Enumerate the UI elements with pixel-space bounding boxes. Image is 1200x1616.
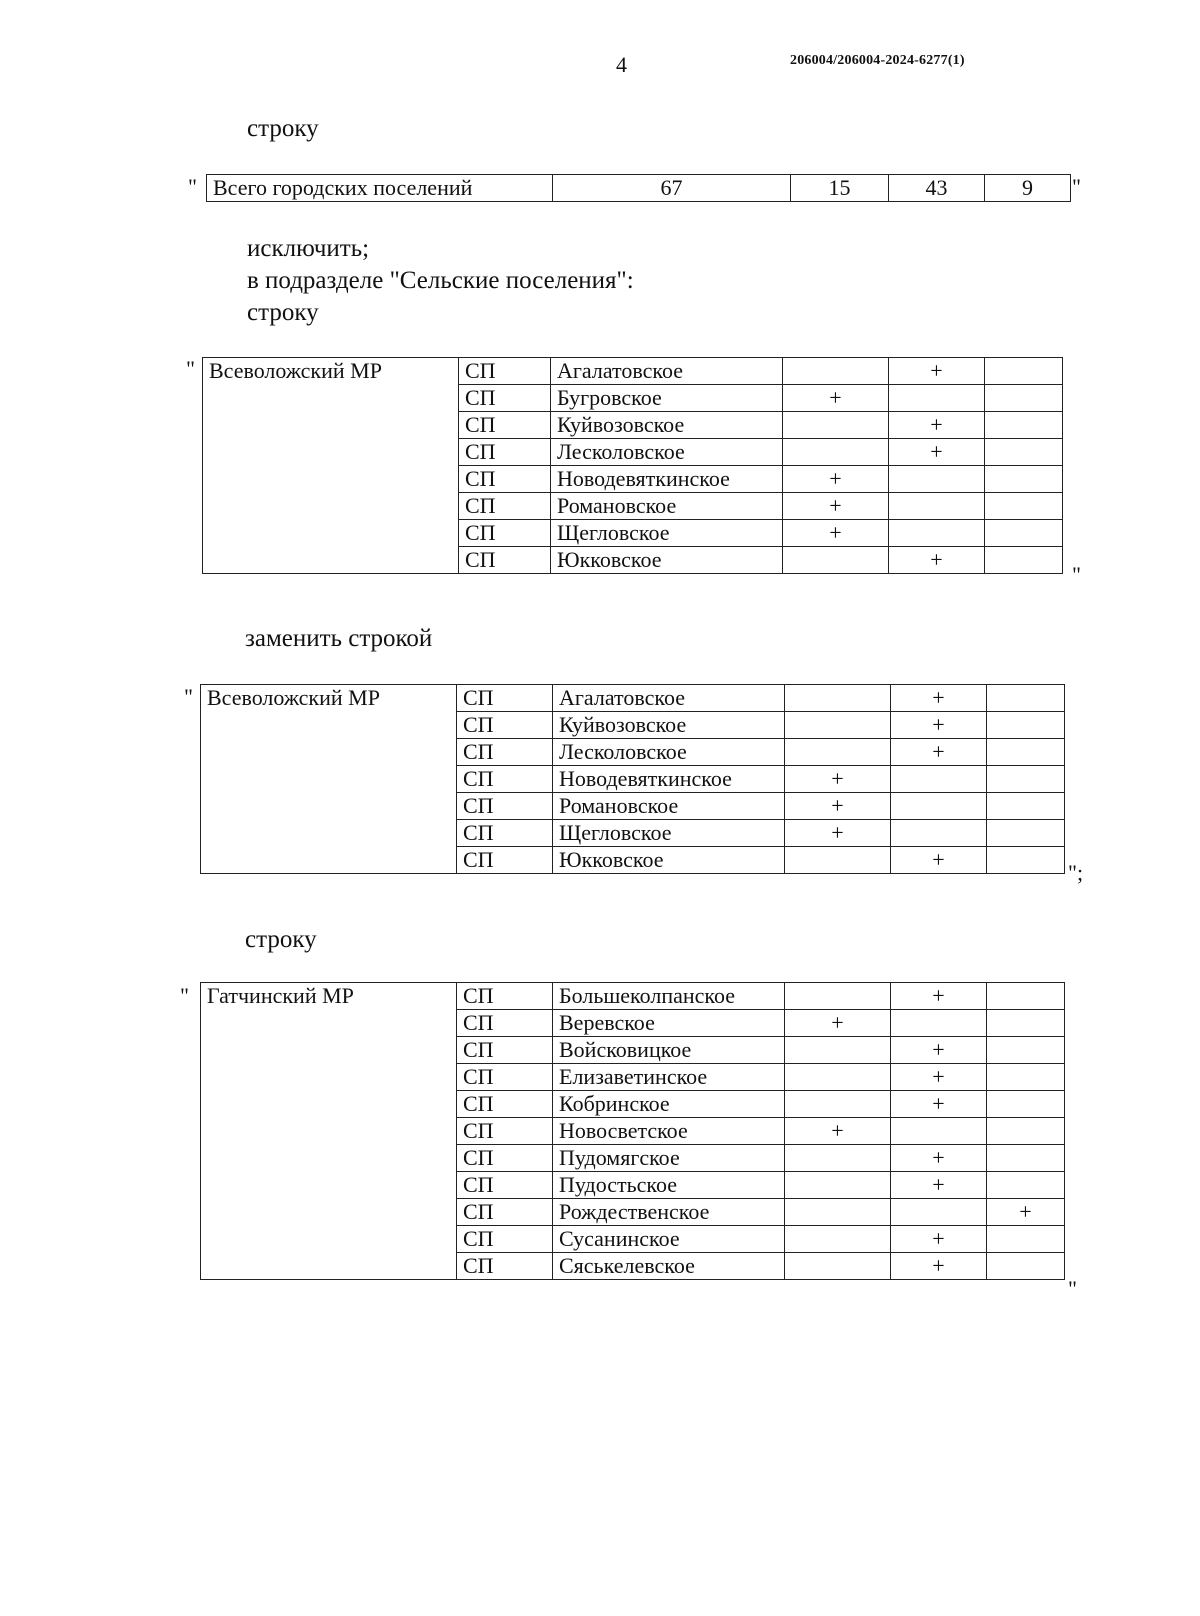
value-cell: 9 (985, 175, 1071, 202)
settlement-type: СП (457, 1064, 553, 1091)
mark-cell: + (891, 1064, 987, 1091)
settlement-type: СП (457, 1145, 553, 1172)
mark-cell (891, 1118, 987, 1145)
settlement-name: Юкковское (551, 547, 783, 574)
page-number: 4 (616, 52, 627, 77)
mark-cell: + (889, 439, 985, 466)
settlement-type: СП (457, 1037, 553, 1064)
mark-cell: + (891, 1172, 987, 1199)
settlement-type: СП (457, 1253, 553, 1280)
mark-cell (785, 1253, 891, 1280)
table-row (201, 685, 1065, 712)
settlement-name: Большеколпанское (553, 983, 785, 1010)
settlement-type: СП (457, 847, 553, 874)
mark-cell (985, 547, 1063, 574)
settlement-name: Романовское (553, 793, 785, 820)
settlement-type: СП (457, 793, 553, 820)
mark-cell: + (891, 847, 987, 874)
mark-cell (889, 466, 985, 493)
vsevolozhsky-table-new (200, 684, 1065, 874)
close-quote: " (1072, 174, 1081, 199)
mark-cell: + (891, 1037, 987, 1064)
settlement-type: СП (457, 1010, 553, 1037)
mark-cell (785, 1145, 891, 1172)
mark-cell (987, 1037, 1065, 1064)
mark-cell (987, 820, 1065, 847)
open-quote: " (186, 356, 195, 381)
settlement-name: Веревское (553, 1010, 785, 1037)
table-row (207, 175, 1071, 202)
mark-cell (987, 1091, 1065, 1118)
settlement-name: Елизаветинское (553, 1064, 785, 1091)
mark-cell: + (891, 1226, 987, 1253)
settlement-name: Лесколовское (553, 739, 785, 766)
settlement-name: Щегловское (551, 520, 783, 547)
subsection-text: в подразделе "Сельские поселения": (247, 267, 634, 294)
close-quote: " (1072, 562, 1081, 587)
settlement-type: СП (457, 685, 553, 712)
settlement-type: СП (459, 439, 551, 466)
settlement-type: СП (457, 712, 553, 739)
open-quote: " (180, 983, 189, 1008)
mark-cell: + (889, 412, 985, 439)
mark-cell (985, 493, 1063, 520)
mark-cell (785, 1172, 891, 1199)
settlement-type: СП (457, 766, 553, 793)
mark-cell: + (891, 712, 987, 739)
mark-cell (985, 412, 1063, 439)
mark-cell: + (783, 466, 889, 493)
settlement-name: Лесколовское (551, 439, 783, 466)
settlement-type: СП (459, 547, 551, 574)
settlement-name: Куйвозовское (553, 712, 785, 739)
mark-cell (987, 1172, 1065, 1199)
settlement-name: Щегловское (553, 820, 785, 847)
mark-cell (891, 766, 987, 793)
district-name: Всеволожский МР (203, 358, 459, 574)
mark-cell: + (889, 358, 985, 385)
settlement-name: Новодевяткинское (553, 766, 785, 793)
gatchinsky-table (200, 982, 1065, 1280)
settlement-type: СП (459, 385, 551, 412)
mark-cell (783, 547, 889, 574)
mark-cell (987, 1226, 1065, 1253)
mark-cell (987, 983, 1065, 1010)
mark-cell (985, 358, 1063, 385)
mark-cell (987, 739, 1065, 766)
mark-cell: + (785, 793, 891, 820)
settlement-name: Новосветское (553, 1118, 785, 1145)
mark-cell (891, 820, 987, 847)
settlement-type: СП (459, 412, 551, 439)
settlement-type: СП (457, 739, 553, 766)
settlement-type: СП (457, 983, 553, 1010)
mark-cell (987, 1253, 1065, 1280)
mark-cell: + (783, 385, 889, 412)
close-quote: " (1068, 1276, 1077, 1301)
mark-cell (985, 520, 1063, 547)
mark-cell (987, 793, 1065, 820)
mark-cell (987, 1064, 1065, 1091)
mark-cell: + (891, 1091, 987, 1118)
open-quote: " (184, 684, 193, 709)
open-quote: " (188, 174, 197, 199)
mark-cell: + (891, 1253, 987, 1280)
mark-cell: + (785, 1118, 891, 1145)
settlement-type: СП (457, 1226, 553, 1253)
mark-cell: + (785, 820, 891, 847)
settlement-name: Агалатовское (553, 685, 785, 712)
settlement-name: Пудостьское (553, 1172, 785, 1199)
document-id: 206004/206004-2024-6277(1) (790, 53, 965, 68)
mark-cell (785, 712, 891, 739)
mark-cell (889, 493, 985, 520)
settlement-name: Сяськелевское (553, 1253, 785, 1280)
mark-cell: + (891, 983, 987, 1010)
mark-cell (783, 358, 889, 385)
settlement-name: Куйвозовское (551, 412, 783, 439)
mark-cell: + (891, 1145, 987, 1172)
replace-text: заменить строкой (245, 625, 433, 652)
value-cell: 15 (791, 175, 889, 202)
vsevolozhsky-table-old (202, 357, 1063, 574)
settlement-name: Юкковское (553, 847, 785, 874)
mark-cell (987, 1145, 1065, 1172)
settlement-name: Романовское (551, 493, 783, 520)
mark-cell (987, 1010, 1065, 1037)
settlement-type: СП (459, 493, 551, 520)
mark-cell (783, 412, 889, 439)
mark-cell (891, 1010, 987, 1037)
district-name: Гатчинский МР (201, 983, 457, 1280)
close-quote: "; (1068, 860, 1084, 885)
value-cell: 67 (553, 175, 791, 202)
settlement-name: Пудомягское (553, 1145, 785, 1172)
mark-cell: + (889, 547, 985, 574)
table-row (203, 358, 1063, 385)
settlement-type: СП (457, 1091, 553, 1118)
mark-cell (889, 385, 985, 412)
value-cell: 43 (889, 175, 985, 202)
mark-cell (785, 983, 891, 1010)
exclude-text: исключить; (247, 235, 370, 262)
mark-cell (785, 685, 891, 712)
mark-cell: + (987, 1199, 1065, 1226)
mark-cell (891, 1199, 987, 1226)
total-urban-table (206, 174, 1071, 202)
mark-cell (785, 739, 891, 766)
stroku-text: строку (245, 926, 317, 953)
mark-cell: + (891, 685, 987, 712)
mark-cell: + (891, 739, 987, 766)
settlement-name: Новодевяткинское (551, 466, 783, 493)
stroku-text: строку (247, 299, 319, 326)
mark-cell (987, 766, 1065, 793)
settlement-name: Сусанинское (553, 1226, 785, 1253)
mark-cell (785, 1037, 891, 1064)
mark-cell: + (785, 766, 891, 793)
mark-cell: + (783, 520, 889, 547)
mark-cell (987, 1118, 1065, 1145)
settlement-name: Агалатовское (551, 358, 783, 385)
settlement-type: СП (457, 820, 553, 847)
mark-cell: + (783, 493, 889, 520)
settlement-type: СП (459, 466, 551, 493)
mark-cell (891, 793, 987, 820)
settlement-type: СП (457, 1172, 553, 1199)
settlement-type: СП (457, 1199, 553, 1226)
mark-cell (783, 439, 889, 466)
mark-cell (785, 1199, 891, 1226)
district-name: Всеволожский МР (201, 685, 457, 874)
mark-cell: + (785, 1010, 891, 1037)
settlement-name: Кобринское (553, 1091, 785, 1118)
mark-cell (785, 1091, 891, 1118)
settlement-type: СП (459, 520, 551, 547)
mark-cell (987, 712, 1065, 739)
intro-text: строку (247, 115, 319, 142)
mark-cell (987, 685, 1065, 712)
mark-cell (785, 1064, 891, 1091)
mark-cell (785, 1226, 891, 1253)
settlement-type: СП (459, 358, 551, 385)
settlement-name: Бугровское (551, 385, 783, 412)
mark-cell (987, 847, 1065, 874)
settlement-type: СП (457, 1118, 553, 1145)
mark-cell (785, 847, 891, 874)
row-label: Всего городских поселений (207, 175, 553, 202)
mark-cell (985, 385, 1063, 412)
mark-cell (889, 520, 985, 547)
mark-cell (985, 466, 1063, 493)
settlement-name: Войсковицкое (553, 1037, 785, 1064)
settlement-name: Рождественское (553, 1199, 785, 1226)
mark-cell (985, 439, 1063, 466)
table-row (201, 983, 1065, 1010)
